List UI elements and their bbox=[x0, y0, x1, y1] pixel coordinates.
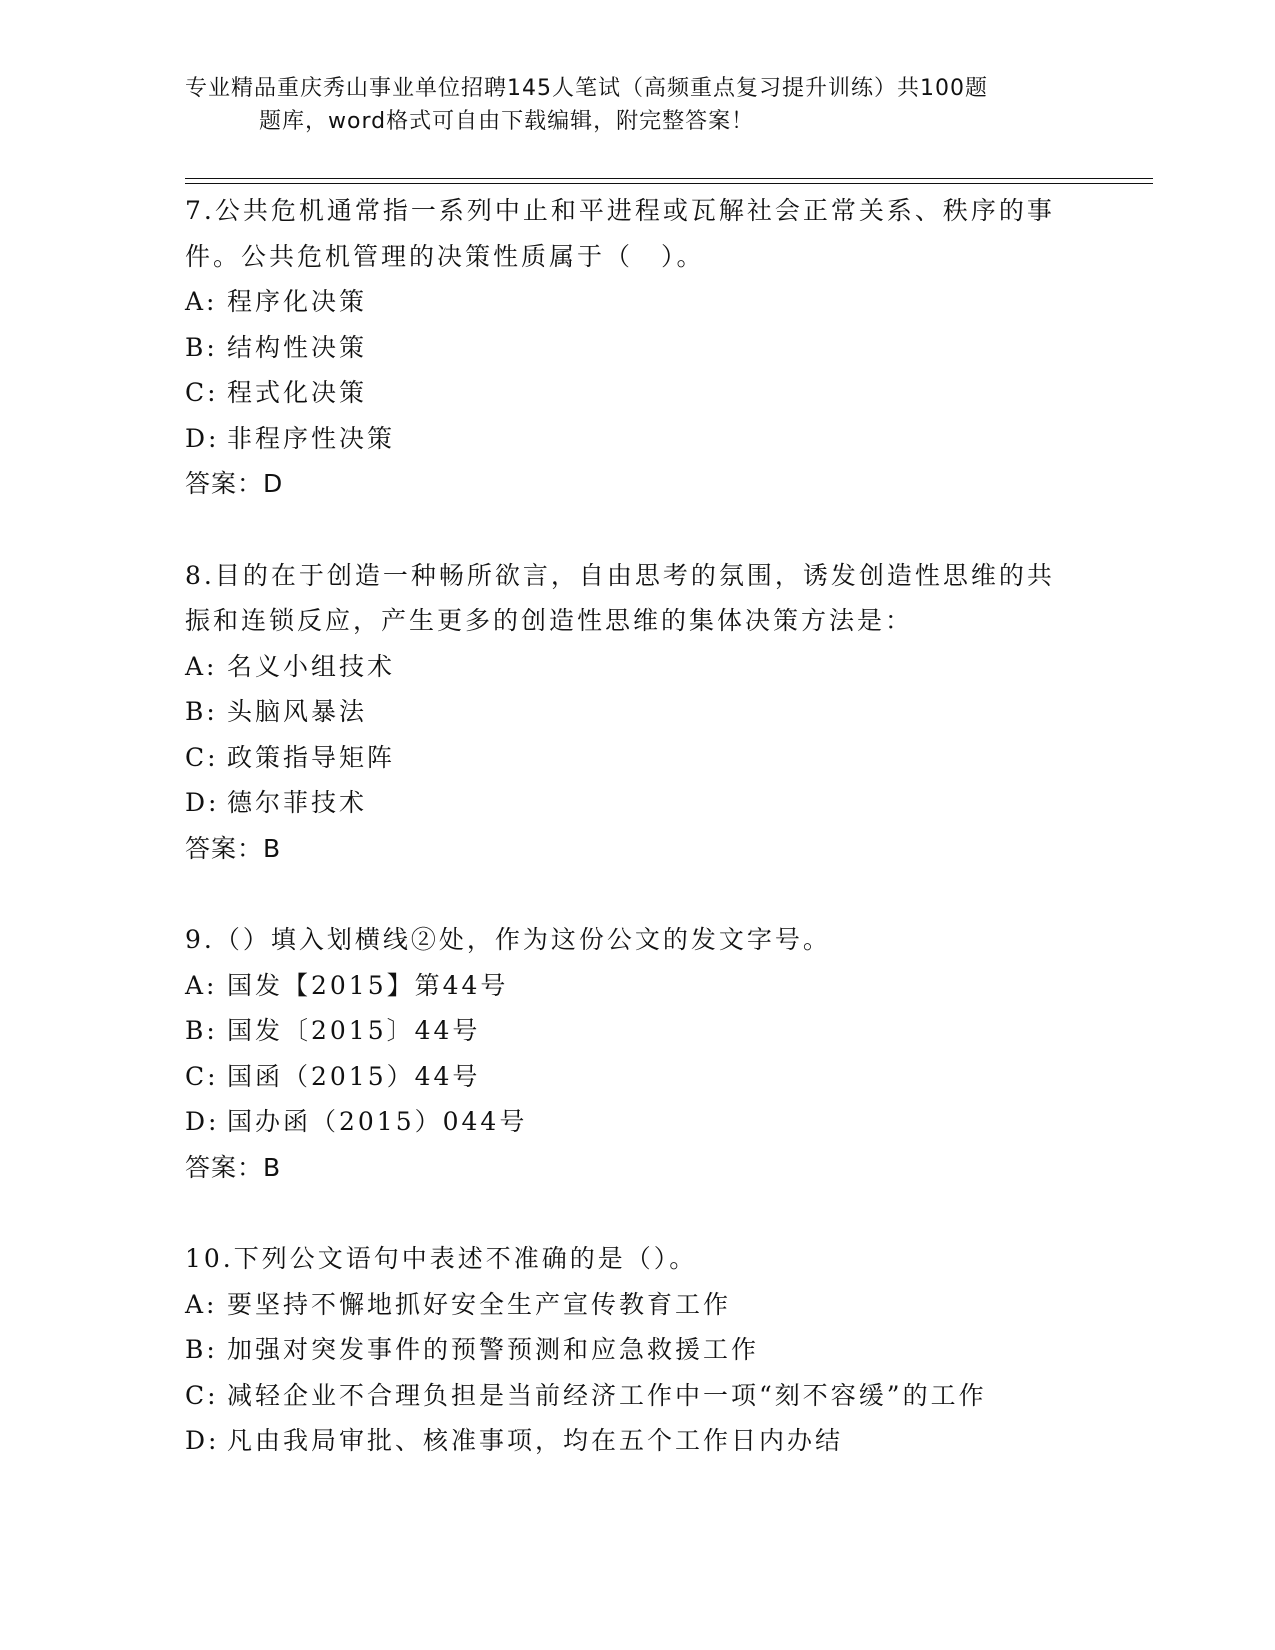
question-stem: 10.下列公文语句中表述不准确的是（）。 bbox=[185, 1244, 698, 1273]
option-key: B: bbox=[185, 332, 218, 362]
header-divider-top bbox=[185, 178, 1153, 179]
option-a bbox=[185, 963, 1085, 1009]
option-key: B: bbox=[185, 697, 218, 726]
option-d bbox=[185, 1418, 1085, 1464]
option-text: 凡由我局审批、核准事项，均在五个工作日内办结 bbox=[227, 1426, 844, 1455]
option-c bbox=[185, 1054, 1085, 1100]
option-text: 程序化决策 bbox=[227, 287, 368, 316]
option-text: 国发〔2015〕44号 bbox=[227, 1016, 481, 1045]
option-key: D: bbox=[185, 1426, 220, 1455]
option-key: A: bbox=[185, 1289, 218, 1319]
option-text: 名义小组技术 bbox=[227, 651, 396, 681]
answer-line: 答案：B bbox=[185, 833, 282, 863]
option-a bbox=[185, 1282, 1085, 1328]
option-d bbox=[185, 1099, 1085, 1145]
answer-line: 答案：B bbox=[185, 1152, 282, 1182]
option-b bbox=[185, 1327, 1085, 1373]
option-a bbox=[185, 279, 1085, 325]
question-list bbox=[185, 188, 1085, 1510]
option-key: D: bbox=[185, 423, 220, 453]
question-stem: 7.公共危机通常指一系列中止和平进程或瓦解社会正常关系、秩序的事件。公共危机管理的决策性质属于（ ）。 bbox=[185, 196, 1055, 271]
option-key: C: bbox=[185, 378, 219, 407]
header-title-line-2: 题库，word格式可自由下载编辑，附完整答案！ bbox=[259, 109, 755, 134]
document-header bbox=[185, 72, 1065, 138]
option-text: 头脑风暴法 bbox=[227, 697, 368, 726]
option-key: B: bbox=[185, 1335, 218, 1364]
option-key: A: bbox=[185, 287, 218, 316]
option-text: 加强对突发事件的预警预测和应急救援工作 bbox=[227, 1335, 760, 1364]
question-stem: 9.（）填入划横线②处，作为这份公文的发文字号。 bbox=[185, 925, 831, 954]
option-c bbox=[185, 1373, 1085, 1419]
option-text: 德尔菲技术 bbox=[227, 788, 368, 817]
option-key: D: bbox=[185, 788, 220, 817]
option-text: 国发【2015】第44号 bbox=[227, 970, 509, 1000]
question-7 bbox=[185, 188, 1085, 507]
option-c bbox=[185, 370, 1085, 416]
answer-line: 答案：D bbox=[185, 469, 284, 498]
option-key: A: bbox=[185, 970, 218, 1000]
option-key: C: bbox=[185, 1061, 219, 1091]
option-c bbox=[185, 735, 1085, 781]
option-text: 要坚持不懈地抓好安全生产宣传教育工作 bbox=[227, 1289, 732, 1319]
question-10 bbox=[185, 1236, 1085, 1464]
option-d bbox=[185, 416, 1085, 462]
option-b bbox=[185, 1008, 1085, 1054]
option-key: D: bbox=[185, 1107, 220, 1136]
header-divider-bottom bbox=[185, 183, 1153, 184]
option-text: 程式化决策 bbox=[227, 378, 368, 407]
option-b bbox=[185, 689, 1085, 735]
option-text: 国函（2015）44号 bbox=[227, 1061, 481, 1091]
option-key: B: bbox=[185, 1016, 218, 1045]
header-title-line-1: 专业精品重庆秀山事业单位招聘145人笔试（高频重点复习提升训练）共100题 bbox=[185, 76, 988, 101]
option-d bbox=[185, 780, 1085, 826]
option-key: C: bbox=[185, 742, 219, 772]
option-a bbox=[185, 644, 1085, 690]
option-text: 非程序性决策 bbox=[227, 423, 396, 453]
option-text: 政策指导矩阵 bbox=[227, 742, 396, 772]
question-stem: 8.目的在于创造一种畅所欲言，自由思考的氛围，诱发创造性思维的共振和连锁反应，产生更多的创造性思维的集体决策方法是： bbox=[185, 560, 1055, 635]
option-text: 减轻企业不合理负担是当前经济工作中一项“刻不容缓”的工作 bbox=[227, 1380, 987, 1410]
option-text: 国办函（2015）044号 bbox=[227, 1107, 528, 1136]
option-key: A: bbox=[185, 651, 218, 681]
question-9 bbox=[185, 917, 1085, 1190]
option-key: C: bbox=[185, 1380, 219, 1410]
option-text: 结构性决策 bbox=[227, 332, 368, 362]
question-8 bbox=[185, 553, 1085, 872]
option-b bbox=[185, 325, 1085, 371]
